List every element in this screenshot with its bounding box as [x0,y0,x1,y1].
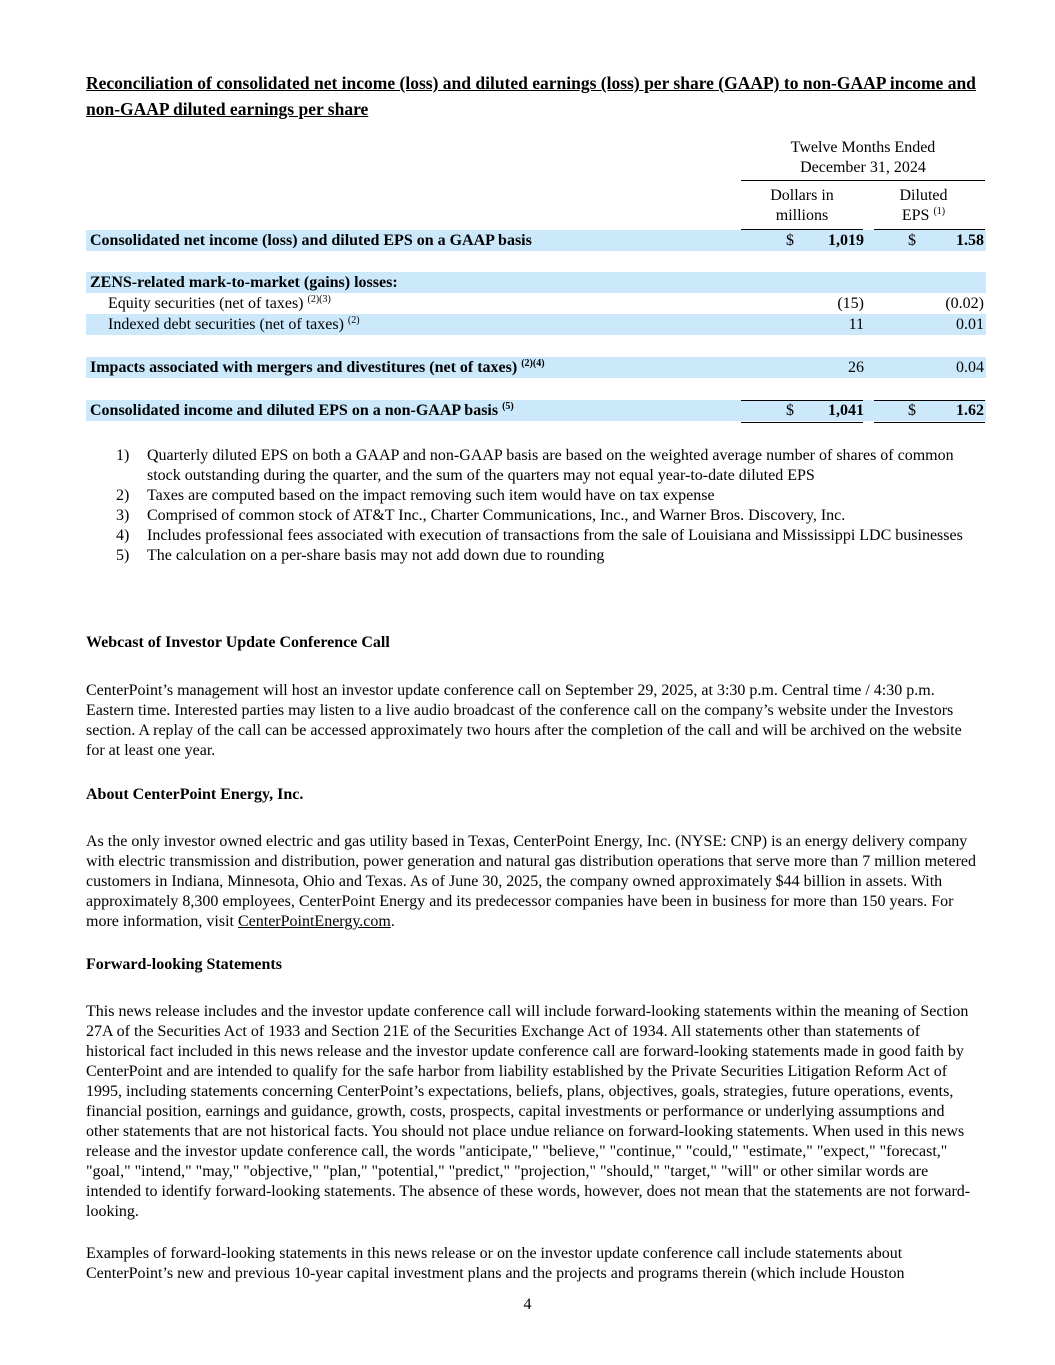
period-line-2: December 31, 2024 [800,159,926,176]
row-label [90,357,545,378]
eps-value: 0.04 [956,359,984,376]
footnote-number: 1) [116,447,130,464]
dollars-column-header [751,186,853,226]
currency-symbol: $ [786,402,794,419]
forward-looking-heading: Forward-looking Statements [86,956,282,973]
currency-symbol: $ [908,232,916,249]
row-label-text: Indexed debt securities (net of taxes) [108,316,344,333]
row-label [108,293,331,314]
total-top-rule [874,400,985,401]
eps-header-label: EPS [901,207,930,224]
about-paragraph [86,832,976,932]
footnote-ref: (5) [502,401,514,412]
about-text-end: . [390,913,395,930]
footnote-text: The calculation on a per-share basis may not add down due to rounding [147,547,605,564]
footnote-ref: (2)(4) [521,358,545,369]
footnote-number: 2) [116,487,130,504]
eps-value: 1.62 [956,402,984,419]
table-row-non-gaap [86,400,986,421]
footnote-number: 4) [116,527,130,544]
footnote-3 [116,506,976,526]
row-label-text: Equity securities (net of taxes) [108,295,304,312]
currency-symbol: $ [908,402,916,419]
eps-value: 0.01 [956,316,984,333]
currency-symbol: $ [786,232,794,249]
eps-header-line-1: Diluted [899,187,948,204]
table-row-mergers [86,357,986,378]
dollars-value: 11 [848,316,864,333]
footnote-ref: (2) [347,315,360,326]
footnote-text: Taxes are computed based on the impact removing such item would have on tax expense [147,487,715,504]
forward-looking-paragraph-2: Examples of forward-looking statements in this news release or on the investor update conference call include statements about CenterPoint’s new and previous 10-year capital investment plans and the projects and programs therein (which include Houston [86,1245,905,1282]
footnote-text: Includes professional fees associated with execution of transactions from the sale of Louisiana and Mississippi LDC businesses [147,527,963,544]
about-text: As the only investor owned electric and gas utility based in Texas, CenterPoint Energy, Inc. (NYSE: CNP) is an energy delivery company with electric transmission and distribution, power generation and natural gas distribution operations that serve more than 7 million metered customers in Indiana, Minnesota, Ohio and Texas. As of June 30, 2025, the company owned approximately $44 billion in assets. With approximately 8,300 employees, CenterPoint Energy and its predecessor companies have been in business for more than 150 years. For more information, visit [86,833,976,930]
eps-header-line-2 [881,206,966,226]
forward-looking-paragraph-1: This news release includes and the investor update conference call will include forward-looking statements within the meaning of Section 27A of the Securities Act of 1933 and Section 21E of the Securities Exchange Act of 1934. All statements other than statements of historical fact included in this news release and the investor update conference call are forward-looking statements made in good faith by CenterPoint and are intended to qualify for the safe harbor from liability established by the Private Securities Litigation Reform Act of 1995, including statements concerning CenterPoint’s expectations, beliefs, plans, objectives, goals, strategies, future operations, events, financial position, earnings and guidance, growth, costs, prospects, capital investments or performance or underlying assumptions and other statements that are not historical facts. You should not place undue reliance on forward-looking statements. When used in this news release and the investor update conference call, the words "anticipate," "believe," "continue," "could," "estimate," "expect," "forecast," "goal," "intend," "may," "objective," "plan," "potential," "predict," "projection," "should," "target," "will" or other similar words are intended to identify forward-looking statements. The absence of these words, however, does not mean that the statements are not forward-looking. [86,1003,971,1220]
total-bottom-rule [741,422,863,423]
footnote-number: 5) [116,547,130,564]
dollars-value: (15) [837,295,864,312]
dollars-value: 1,041 [828,402,864,419]
footnote-ref: (2)(3) [307,294,331,305]
page-number: 4 [523,1296,532,1313]
reconciliation-title: Reconciliation of consolidated net income (loss) and diluted earnings (loss) per share (GAAP) to non-GAAP income and non-GAAP diluted earnings per share [86,73,976,119]
dollars-header-line-1: Dollars in [770,187,834,204]
row-label: Consolidated net income (loss) and diluted EPS on a GAAP basis [90,232,532,249]
about-heading: About CenterPoint Energy, Inc. [86,786,304,803]
footnote-4 [116,526,976,546]
row-label [90,400,514,421]
period-header [741,138,985,178]
footnote-2 [116,486,976,506]
footnote-text: Comprised of common stock of AT&T Inc., Charter Communications, Inc., and Warner Bros. Discovery, Inc. [147,507,846,524]
footnotes [116,446,976,566]
dollars-value: 26 [848,359,864,376]
company-website-link[interactable]: CenterPointEnergy.com [237,913,391,930]
eps-column-header [881,186,966,226]
total-top-rule [741,400,863,401]
eps-value: (0.02) [945,295,984,312]
row-label-text: Impacts associated with mergers and divestitures (net of taxes) [90,359,518,376]
eps-header-footnote-ref: (1) [933,206,946,217]
dollars-header-line-2: millions [775,207,829,224]
footnote-number: 3) [116,507,130,524]
header-rule [741,180,985,181]
row-label: ZENS-related mark-to-market (gains) losses: [90,274,398,291]
footnote-text: Quarterly diluted EPS on both a GAAP and non-GAAP basis are based on the weighted average number of shares of common stock outstanding during the quarter, and the sum of the quarters may not equal year-to-date diluted EPS [147,447,954,484]
webcast-paragraph: CenterPoint’s management will host an investor update conference call on September 29, 2025, at 3:30 p.m. Central time / 4:30 p.m. Eastern time. Interested parties may listen to a live audio broadcast of the conference call on the company’s website under the Investors section. A replay of the call can be accessed approximately two hours after the completion of the call and will be archived on the website for at least one year. [86,682,962,759]
table-row-zens-heading [86,272,986,293]
table-row-indexed-debt [86,314,986,335]
table-row-equity-securities [86,293,986,314]
table-row-gaap [86,230,986,251]
total-bottom-rule [874,422,985,423]
footnote-1 [116,446,976,486]
dollars-value: 1,019 [828,232,864,249]
footnote-5 [116,546,976,566]
row-label-text: Consolidated income and diluted EPS on a non-GAAP basis [90,402,499,419]
webcast-heading: Webcast of Investor Update Conference Call [86,634,390,651]
period-line-1: Twelve Months Ended [790,139,936,156]
row-label [108,314,360,335]
eps-value: 1.58 [956,232,984,249]
